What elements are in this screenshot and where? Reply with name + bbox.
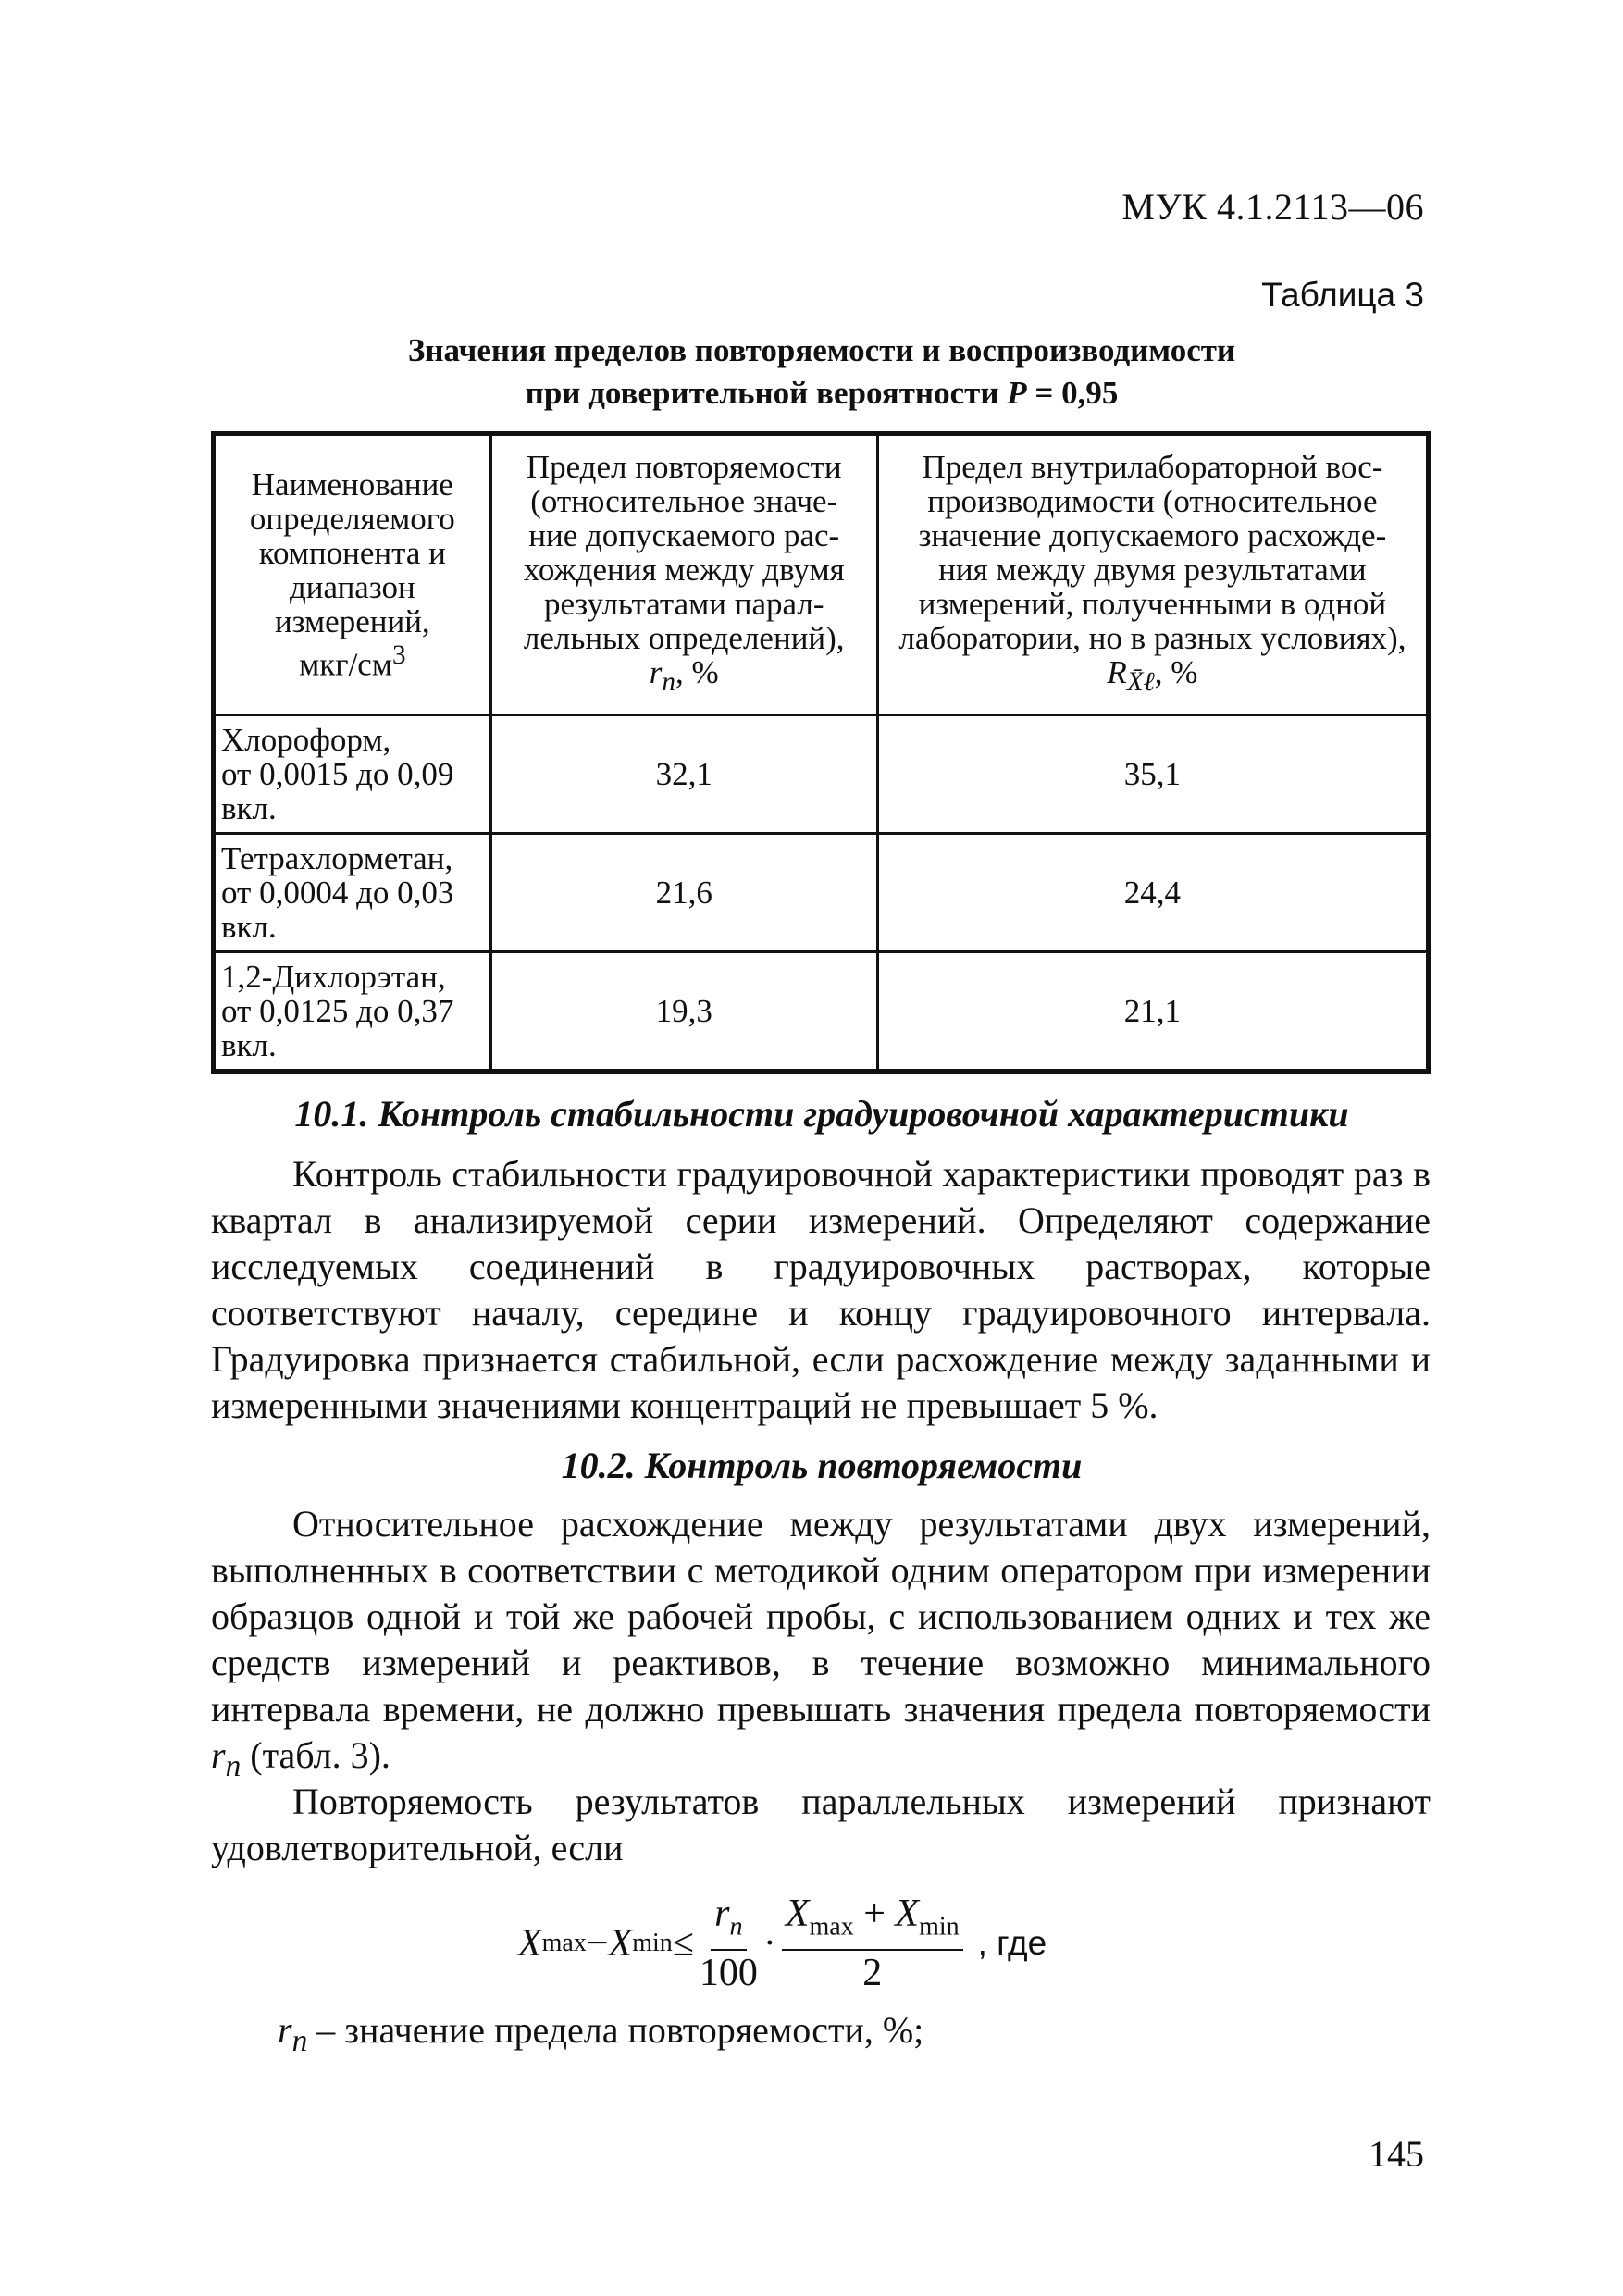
symbol-r: r <box>649 654 663 690</box>
formula-sub-min: min <box>632 1929 673 1958</box>
component-incl: вкл. <box>221 790 277 826</box>
component-cell <box>214 952 491 1072</box>
formula-sub-max: max <box>541 1929 587 1958</box>
formula-minus: − <box>586 1922 609 1966</box>
header-line: Наименование <box>251 466 453 503</box>
table-caption <box>211 329 1432 415</box>
repeatability-value: 21,6 <box>490 834 877 952</box>
component-name: Тетрахлорметан, <box>221 840 453 876</box>
component-range: от 0,0015 до 0,09 <box>221 756 454 792</box>
fraction-denominator: 2 <box>862 1952 883 1995</box>
page-number: 145 <box>1369 2133 1424 2175</box>
header-line: (относительное значе- <box>530 483 838 519</box>
header-line: ние допускаемого рас- <box>528 517 840 553</box>
header-line: компонента и <box>258 535 446 572</box>
definition-symbol: r <box>278 2009 292 2051</box>
symbol-r: r <box>211 1734 226 1776</box>
section-10-1-text: Контроль стабильности градуировочной характеристики проводят раз в квартал в анализируемой серии измерений. Определяют содержание исследуемых соединений в градуировочных растворах, которые соответствуют началу, середине и концу градуировочного интервала. Градуировка признается стабильной, если расхождение между заданными и измеренными значениями концентраций не превышает 5 %. <box>211 1153 1431 1426</box>
formula-where: , где <box>977 1924 1047 1963</box>
reproducibility-value: 35,1 <box>877 715 1428 834</box>
header-line: Предел внутрилабораторной вос- <box>922 449 1383 485</box>
component-range: от 0,0004 до 0,03 <box>221 875 454 911</box>
component-cell <box>214 834 491 952</box>
component-incl: вкл. <box>221 1027 277 1063</box>
fraction-numerator <box>782 1892 963 1951</box>
section-10-2-title: 10.2. Контроль повторяемости <box>561 1445 1083 1486</box>
header-line: определяемого <box>249 501 455 538</box>
formula-x: X <box>895 1893 920 1935</box>
formula-leq: ≤ <box>672 1922 694 1966</box>
symbol-R: R <box>1107 654 1127 690</box>
formula-fraction-2 <box>782 1892 963 1995</box>
formula-r-sub: n <box>729 1912 743 1942</box>
fraction-denominator: 100 <box>699 1952 758 1995</box>
symbol-sub: n <box>225 1749 242 1783</box>
unit-superscript: 3 <box>391 640 406 671</box>
header-line: результатами парал- <box>543 586 824 622</box>
header-line: Предел повторяемости <box>526 449 842 485</box>
definition-text: – значение предела повторяемости, %; <box>307 2009 924 2051</box>
header-component <box>214 434 491 715</box>
symbol-unit: , % <box>675 654 719 690</box>
table-header-row <box>214 434 1429 715</box>
header-line: хождения между двумя <box>523 552 845 588</box>
table-row <box>214 952 1429 1072</box>
repeatability-value: 19,3 <box>490 952 877 1072</box>
symbol-sub: X̄ℓ <box>1126 667 1155 697</box>
table-row <box>214 834 1429 952</box>
table-row <box>214 715 1429 834</box>
formula-fraction-1 <box>700 1892 758 1995</box>
header-line <box>221 639 484 682</box>
header-line: значение допускаемого расхожде- <box>918 517 1387 553</box>
paragraph-text-end: (табл. 3). <box>241 1734 390 1776</box>
formula-x: X <box>785 1893 810 1935</box>
caption-prefix: при доверительной вероятности <box>525 375 1008 411</box>
component-name: 1,2-Дихлорэтан, <box>221 959 446 995</box>
header-line: диапазон <box>289 569 415 606</box>
document-code: МУК 4.1.2113—06 <box>1121 186 1424 228</box>
formula-dot: · <box>762 1922 776 1966</box>
symbol-sub: n <box>662 667 675 697</box>
formula-sub-min: min <box>919 1912 960 1942</box>
caption-variable: P <box>1007 375 1027 411</box>
table-label: Таблица 3 <box>1261 276 1424 314</box>
symbol-unit: , % <box>1154 654 1198 690</box>
reproducibility-value: 24,4 <box>877 834 1428 952</box>
section-10-1-title: 10.1. Контроль стабильности градуировочной характеристики <box>294 1093 1349 1135</box>
component-name: Хлороформ, <box>221 722 391 758</box>
repeatability-formula <box>518 1892 1047 1995</box>
unit-text: мкг/см <box>299 646 392 683</box>
section-10-2-text <box>211 1501 1431 1790</box>
reproducibility-value: 21,1 <box>877 952 1428 1072</box>
header-repeatability <box>490 434 877 715</box>
formula-x: X <box>518 1922 542 1966</box>
formula-x: X <box>608 1922 633 1966</box>
limits-table <box>211 431 1431 1074</box>
formula-sub-max: max <box>809 1912 854 1942</box>
definition-line <box>278 2008 923 2059</box>
formula-plus: + <box>853 1893 896 1935</box>
component-range: от 0,0125 до 0,37 <box>221 993 454 1029</box>
paragraph-text: Относительное расхождение между результатами двух измерений, выполненных в соответствии с методикой одним оператором при измерении образцов одной и той же рабочей пробы, с использованием одних и тех же средств измерений и реактивов, в течение возможно минимального интервала времени, не должно превышать значения предела повторяемости <box>211 1503 1431 1730</box>
header-symbol-line <box>498 655 871 700</box>
header-line: лельных определений), <box>523 620 845 656</box>
caption-suffix: = 0,95 <box>1026 375 1119 411</box>
header-line: производимости (относительное <box>927 483 1378 519</box>
caption-line-2 <box>211 372 1432 415</box>
definition-symbol-sub: n <box>291 2024 308 2058</box>
formula-r: r <box>714 1893 730 1935</box>
caption-line-1: Значения пределов повторяемости и воспроизводимости <box>407 332 1236 368</box>
repeatability-value: 32,1 <box>490 715 877 834</box>
component-incl: вкл. <box>221 909 277 945</box>
header-line: лаборатории, но в разных условиях), <box>898 620 1406 656</box>
header-line: измерений, полученными в одной <box>918 586 1387 622</box>
header-symbol-line <box>885 655 1420 700</box>
component-cell <box>214 715 491 834</box>
section-10-2-condition: Повторяемость результатов параллельных измерений признают удовлетворительной, если <box>211 1781 1431 1868</box>
header-line: измерений, <box>274 603 430 640</box>
header-reproducibility <box>877 434 1428 715</box>
header-line: ния между двумя результатами <box>938 552 1367 588</box>
fraction-numerator <box>711 1892 746 1951</box>
